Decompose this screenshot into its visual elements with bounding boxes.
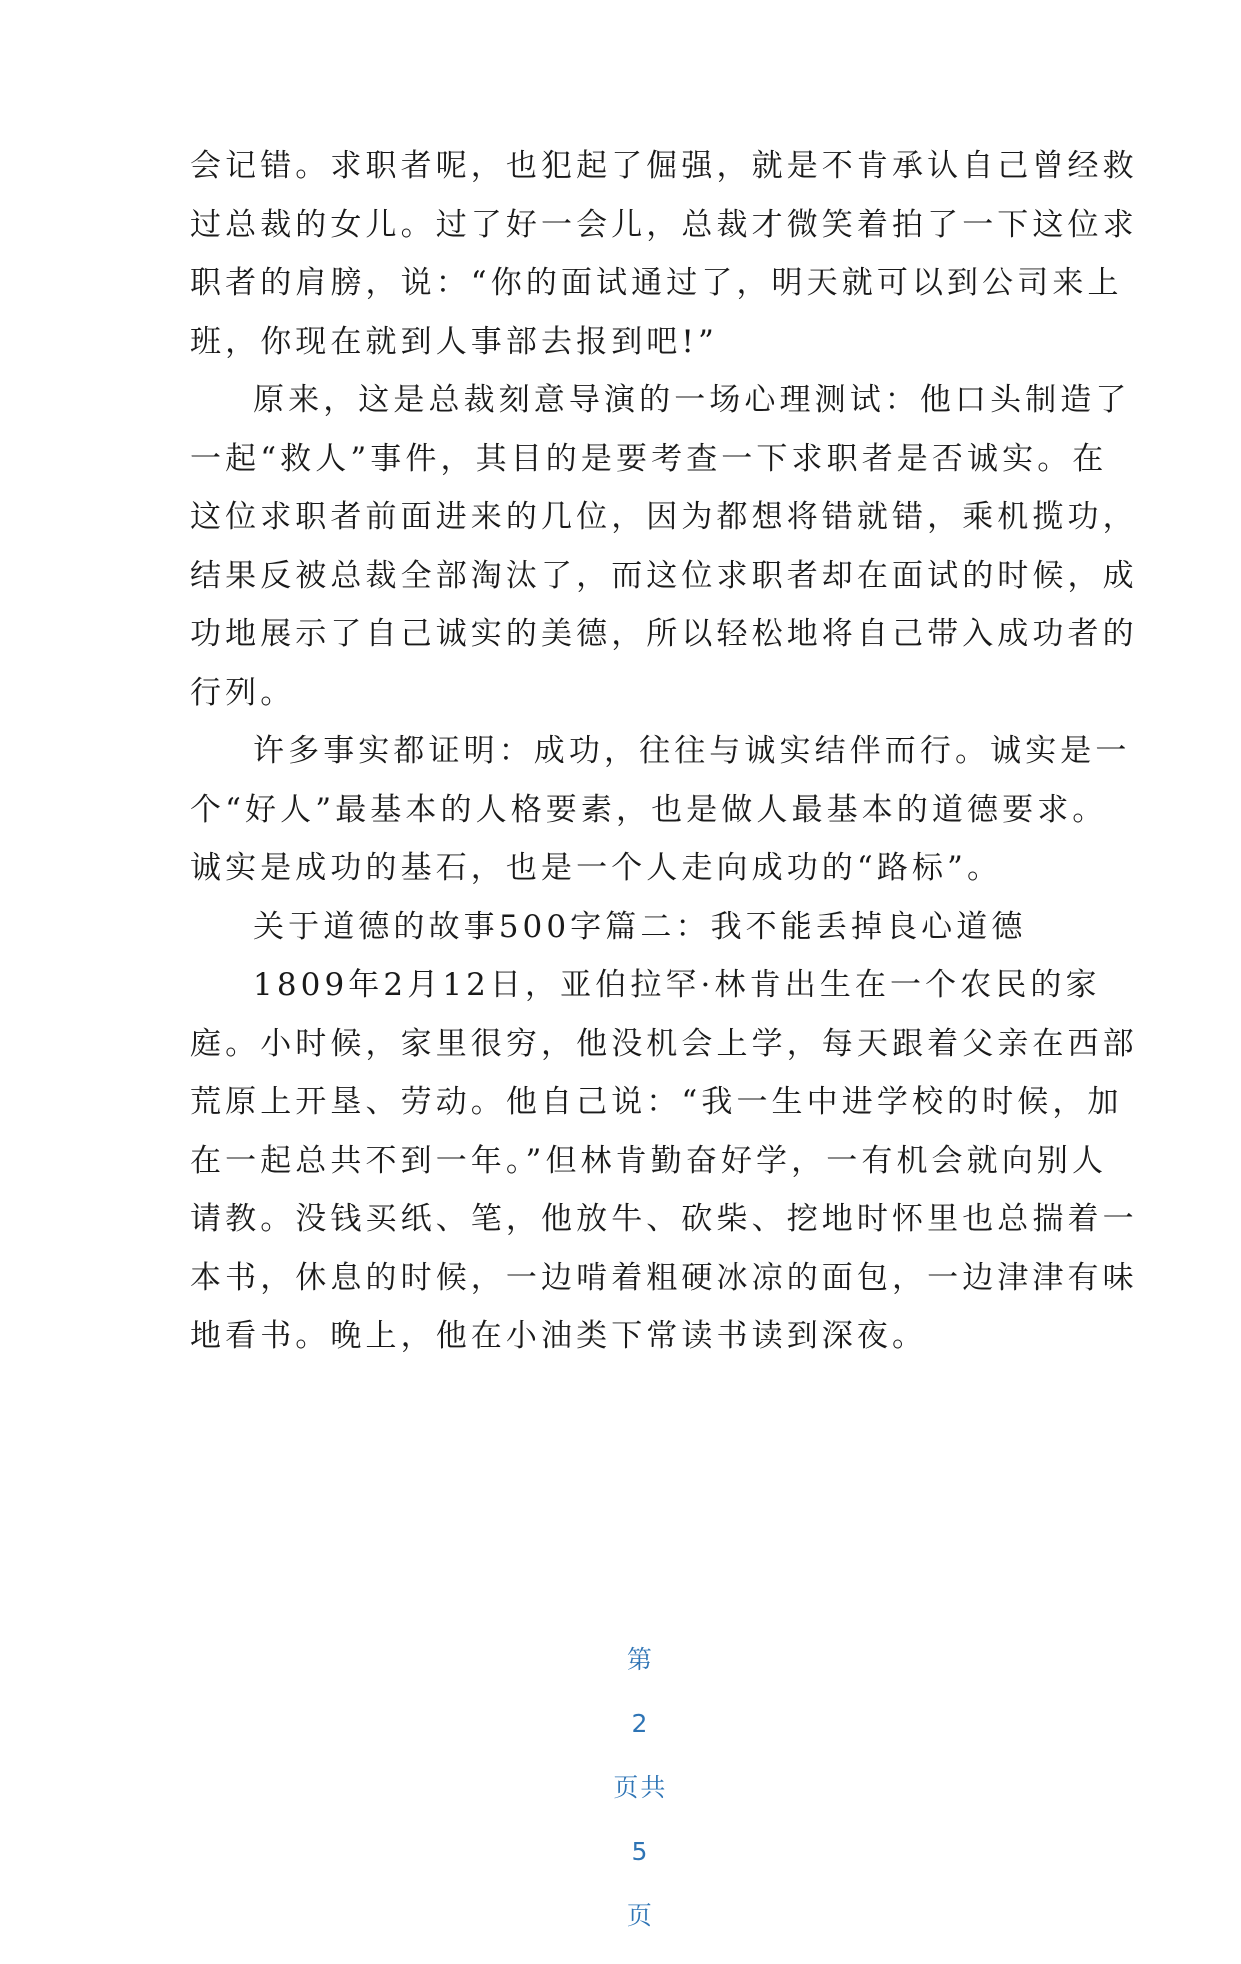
text-line: 结果反被总裁全部淘汰了，而这位求职者却在面试的时候，成	[190, 558, 1138, 594]
footer-suffix: 页	[626, 1901, 654, 1930]
text-line: 地看书。晚上，他在小油类下常读书读到深夜。	[190, 1318, 928, 1354]
text-line: 会记错。求职者呢，也犯起了倔强，就是不肯承认自己曾经救	[190, 148, 1138, 184]
text-line: 一起“救人”事件，其目的是要考查一下求职者是否诚实。在	[190, 441, 1108, 477]
footer-prefix: 第	[626, 1645, 654, 1674]
paragraph-start-line: 1809年2月12日，亚伯拉罕·林肯出生在一个农民的家	[253, 967, 1101, 1003]
text-line: 诚实是成功的基石，也是一个人走向成功的“路标”。	[190, 850, 1003, 886]
text-line: 行列。	[190, 675, 296, 711]
text-line: 功地展示了自己诚实的美德，所以轻松地将自己带入成功者的	[190, 616, 1138, 652]
text-line: 荒原上开垦、劳动。他自己说：“我一生中进学校的时候，加	[190, 1084, 1123, 1120]
paragraph-start-line: 原来，这是总裁刻意导演的一场心理测试：他口头制造了	[253, 382, 1131, 418]
footer-total-pages: 5	[631, 1837, 650, 1866]
footer-middle: 页共	[613, 1773, 668, 1802]
section-heading: 关于道德的故事500字篇二：我不能丢掉良心道德	[253, 909, 1027, 945]
text-line: 本书，休息的时候，一边啃着粗硬冰凉的面包，一边津津有味	[190, 1260, 1138, 1296]
paragraph-start-line: 许多事实都证明：成功，往往与诚实结伴而行。诚实是一	[253, 733, 1131, 769]
text-line: 个“好人”最基本的人格要素，也是做人最基本的道德要求。	[190, 792, 1108, 828]
text-line: 职者的肩膀，说：“你的面试通过了，明天就可以到公司来上	[190, 265, 1123, 301]
text-line: 过总裁的女儿。过了好一会儿，总裁才微笑着拍了一下这位求	[190, 207, 1138, 243]
text-line: 庭。小时候，家里很穷，他没机会上学，每天跟着父亲在西部	[190, 1026, 1138, 1062]
page-footer	[0, 1612, 1241, 1964]
text-line: 这位求职者前面进来的几位，因为都想将错就错，乘机揽功，	[190, 499, 1138, 535]
footer-current-page: 2	[631, 1709, 650, 1738]
text-line: 在一起总共不到一年。”但林肯勤奋好学，一有机会就向别人	[190, 1143, 1108, 1179]
text-line: 请教。没钱买纸、笔，他放牛、砍柴、挖地时怀里也总揣着一	[190, 1201, 1138, 1237]
text-line: 班，你现在就到人事部去报到吧!”	[190, 324, 718, 360]
